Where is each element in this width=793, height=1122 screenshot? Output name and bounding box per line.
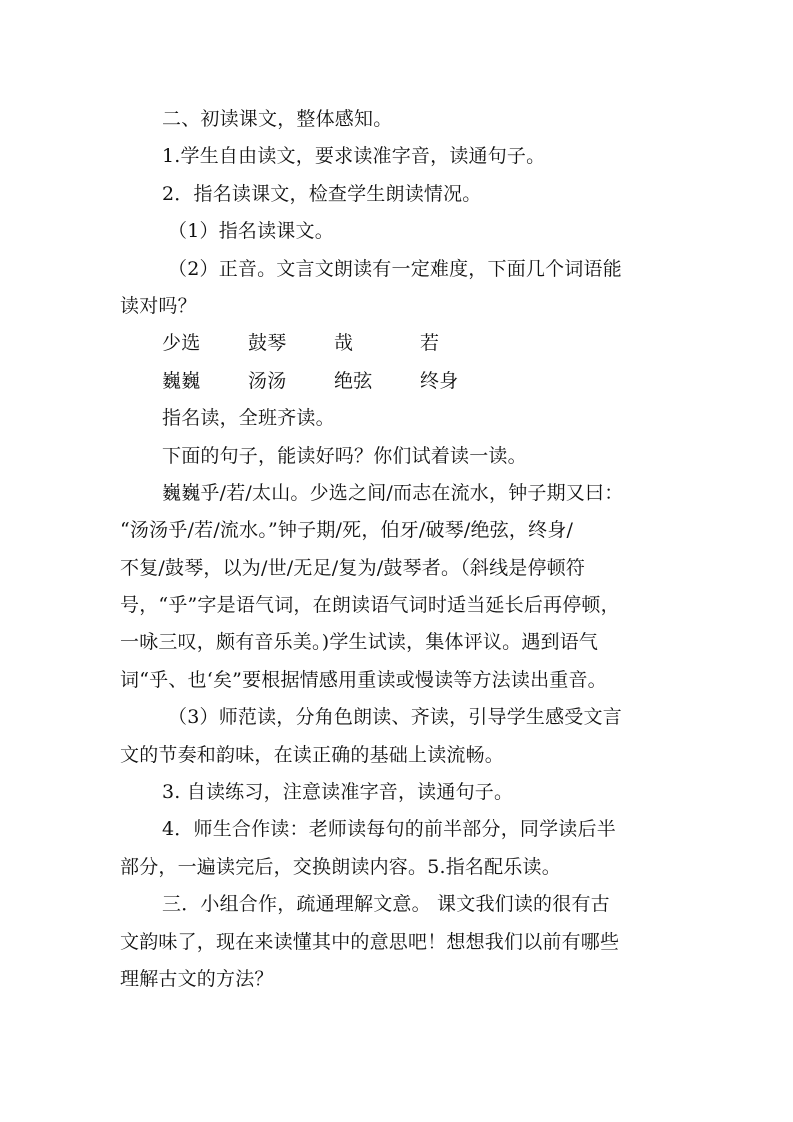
- paragraph-line: “汤汤乎/若/流水。”钟子期/死，伯牙/破琴/绝弦，终身/: [120, 519, 574, 542]
- word: 终身: [420, 369, 459, 392]
- paragraph-line: 4．师生合作读：老师读每句的前半部分，同学读后半: [162, 818, 616, 841]
- word-row: [120, 363, 676, 400]
- paragraph-line: 不复/鼓琴，以为/世/无足/复为/鼓琴者。（斜线是停顿符: [120, 556, 586, 579]
- word: 汤汤: [248, 369, 287, 392]
- word: 绝弦: [334, 369, 373, 392]
- word-row: [120, 325, 676, 362]
- paragraph-line: 文的节奏和韵味，在读正确的基础上读流畅。: [120, 743, 505, 766]
- document-page: [120, 101, 676, 998]
- word: 哉: [334, 332, 354, 355]
- paragraph-line: 文韵味了，现在来读懂其中的意思吧！想想我们以前有哪些: [120, 930, 620, 953]
- word: 若: [420, 332, 440, 355]
- word: 巍巍: [162, 369, 201, 392]
- paragraph-line: 理解古文的方法？: [120, 967, 274, 990]
- paragraph-line: 巍巍乎/若/太山。少选之间/而志在流水，钟子期又曰：: [162, 481, 624, 504]
- paragraph-line: （1）指名读课文。: [168, 220, 334, 243]
- paragraph-line: 词“乎、也‘矣”要根据情感用重读或慢读等方法读出重音。: [120, 668, 607, 691]
- paragraph-line: 3. 自读练习，注意读准字音，读通句子。: [162, 781, 514, 804]
- word: 鼓琴: [248, 332, 287, 355]
- paragraph-line: 一咏三叹，颇有音乐美。)学生试读，集体评议。遇到语气: [120, 631, 599, 654]
- paragraph-line: 指名读，全班齐读。: [162, 407, 335, 430]
- paragraph-line: 号，“乎”字是语气词，在朗读语气词时适当延长后再停顿，: [120, 594, 620, 617]
- section-heading-3: 三．小组合作，疏通理解文意。 课文我们读的很有古: [162, 893, 610, 916]
- paragraph-line: 2．指名读课文，检查学生朗读情况。: [162, 182, 482, 205]
- paragraph-line: （2）正音。文言文朗读有一定难度，下面几个词语能: [168, 257, 622, 280]
- paragraph-line: 部分，一遍读完后，交换朗读内容。5.指名配乐读。: [120, 855, 561, 878]
- paragraph-line: 下面的句子，能读好吗？你们试着读一读。: [162, 444, 527, 467]
- word: 少选: [162, 332, 201, 355]
- paragraph-line: （3）师范读，分角色朗读、齐读，引导学生感受文言: [168, 706, 622, 729]
- paragraph-line: 1.学生自由读文，要求读准字音，读通句子。: [162, 145, 546, 168]
- paragraph-line: 读对吗？: [120, 294, 197, 317]
- section-heading-2: 二、初读课文，整体感知。: [162, 108, 393, 130]
